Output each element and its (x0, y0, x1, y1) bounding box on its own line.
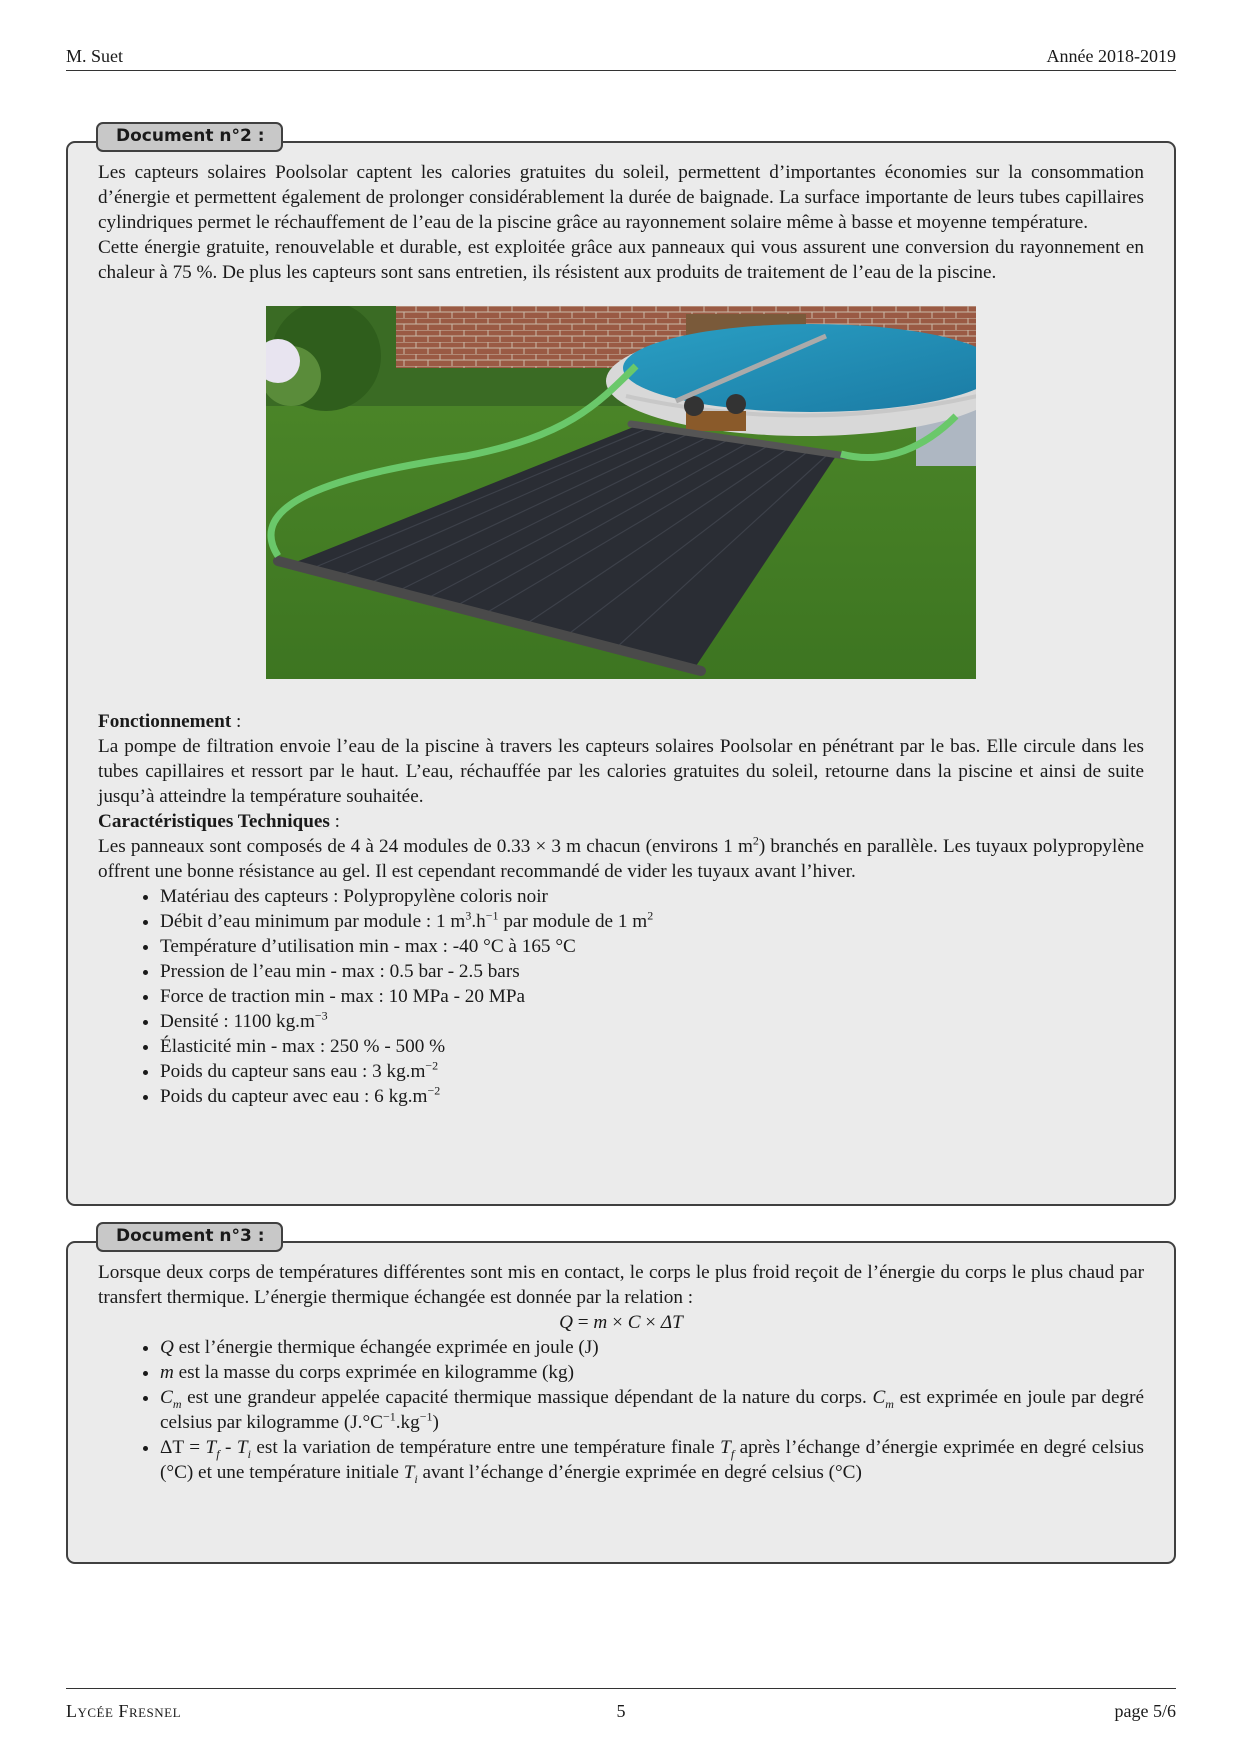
doc2-box (66, 141, 1176, 1206)
doc2-intro-1: Les capteurs solaires Poolsolar captent les calories gratuites du soleil, permettent d’importantes économies sur la consommation d’énergie et permettent également de prolonger considérablement la durée de baignade. La surface importante de leurs tubes capillaires cylindriques permet le réchauffement de l’eau de la piscine grâce au rayonnement solaire même à basse et moyenne température. (98, 162, 1144, 233)
variables-list (98, 1335, 1144, 1485)
school-name: Lycée Fresnel (66, 1701, 182, 1721)
list-item: • Force de traction min - max : 10 MPa - 20 MPa (160, 984, 1144, 1009)
doc2-content (98, 160, 1144, 1109)
list-item: • Densité : 1100 $kg.m^{-3}$ (160, 1009, 1144, 1034)
author: M. Suet (66, 46, 124, 66)
list-item: • $\Delta T = T_f - T_i$ est la variation de température entre une température finale $T_f$ après l’échange d’énergie exprimée en degré celsius (°C) et une température initiale $T_i$ avant l’échange d’énergie exprimée en degré celsius (°C) (160, 1435, 1144, 1485)
doc3-title-tab: Document n°3 : (96, 1222, 283, 1252)
solar-panel-photo (266, 306, 976, 679)
doc2-intro-2: Cette énergie gratuite, renouvelable et durable, est exploitée grâce aux panneaux qui vous assurent une conversion du rayonnement en chaleur à 75 %. De plus les capteurs sont sans entretien, ils résistent aux produits de traitement de l’eau de la piscine. (98, 237, 1144, 283)
doc3-content (98, 1260, 1144, 1485)
list-item: • Pression de l’eau min - max : 0.5 bar - 2.5 bars (160, 959, 1144, 984)
page-number: 5 (616, 1701, 626, 1721)
list-item: • Poids du capteur avec eau : 6 $kg.m^{-2}$ (160, 1084, 1144, 1109)
list-item: • Température d’utilisation min - max : -40 °C à 165 °C (160, 934, 1144, 959)
caracteristiques-heading: Caractéristiques Techniques : (98, 811, 341, 832)
doc3-intro: Lorsque deux corps de températures différentes sont mis en contact, le corps le plus froid reçoit de l’énergie du corps le plus chaud par transfert thermique. L’énergie thermique échangée est donnée par la relation : (98, 1262, 1144, 1308)
specs-list (98, 884, 1144, 1109)
list-item: • $C_m$ est une grandeur appelée capacité thermique massique dépendant de la nature du corps. $C_m$ est exprimée en joule par degré celsius par kilogramme $(J.^\circ C^{-1}.kg^{-1})$ (160, 1385, 1144, 1435)
page-header (66, 46, 1176, 71)
fonctionnement-heading: Fonctionnement : (98, 711, 242, 732)
list-item: • Débit d’eau minimum par module : 1 $m^3.h^{-1}$ par module de 1 $m^2$ (160, 909, 1144, 934)
list-item: • Matériau des capteurs : Polypropylène coloris noir (160, 884, 1144, 909)
list-item: • Q est l’énergie thermique échangée exprimée en joule (J) (160, 1335, 1144, 1360)
doc2-title-tab: Document n°2 : (96, 122, 283, 152)
page-footer (66, 1688, 1176, 1719)
school-year: Année 2018-2019 (1046, 46, 1176, 66)
list-item: • Poids du capteur sans eau : 3 $kg.m^{-2}$ (160, 1059, 1144, 1084)
list-item: • Élasticité min - max : 250 % - 500 % (160, 1034, 1144, 1059)
doc3-box (66, 1241, 1176, 1564)
fonctionnement-text: La pompe de filtration envoie l’eau de la piscine à travers les capteurs solaires Poolsolar en pénétrant par le bas. Elle circule dans les tubes capillaires et ressort par le haut. L’eau, réchauffée par les calories gratuites du soleil, retourne dans la piscine et ainsi de suite jusqu’à atteindre la température souhaitée. (98, 736, 1144, 807)
page-label: page 5/6 (1114, 1701, 1176, 1721)
list-item: • m est la masse du corps exprimée en kilogramme (kg) (160, 1360, 1144, 1385)
heat-equation: Q = m × C × ΔT (559, 1312, 683, 1333)
caracteristiques-text: Les panneaux sont composés de 4 à 24 modules de 0.33 × 3 m chacun (environs 1 $m^2$) branchés en parallèle. Les tuyaux polypropylène offrent une bonne résistance au gel. Il est cependant recommandé de vider les tuyaux avant l’hiver. (98, 833, 1144, 882)
